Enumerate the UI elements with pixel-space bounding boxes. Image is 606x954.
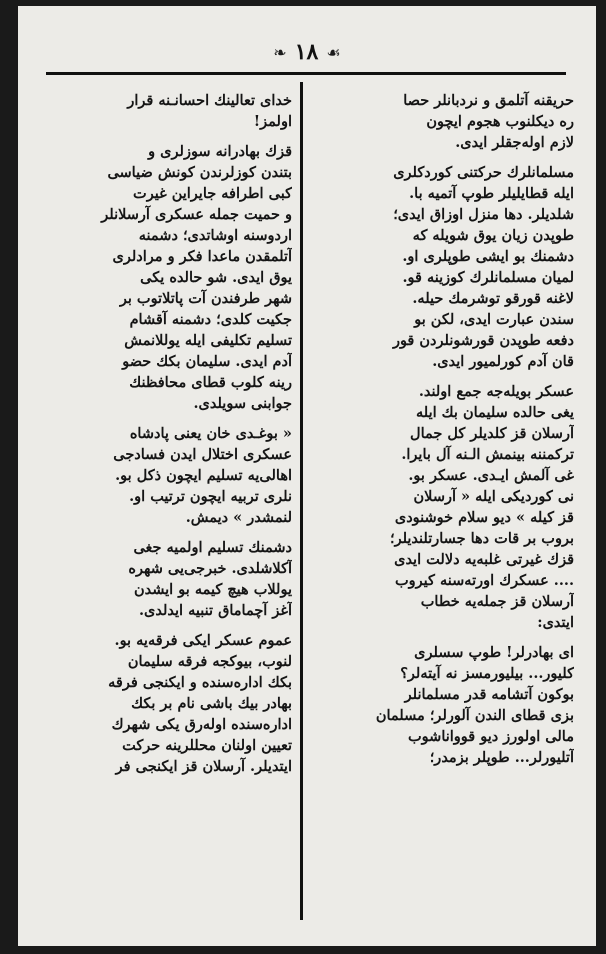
newspaper-page [18,6,596,946]
header-rule [46,72,566,75]
text-line: آغز آچماماق تنبیه ایدلدی. [138,602,292,619]
text-line: .... عسكرك اورته‌سنه كیروب [395,572,574,589]
text-line: بكك اداره‌سنده و ایكنجی فرقه [108,674,292,691]
text-line: قز كیله » دیو سلام خوشنودی [394,509,574,526]
text-line: سندن عبارت ایدی، لكن بو [414,311,574,328]
text-line: اردوسنه اوشاتدی؛ دشمنه [138,227,292,244]
text-line: غی آلمش ایـدی. عسكر بو. [408,467,574,484]
text-line: یغی حالده سلیمان بك ایله [416,404,574,421]
text-line: و حمیت جمله عسكری آرسلانلر [101,206,292,223]
text-line: مسلمانلرك حركتنی كوردكلری [393,164,574,181]
page-number: ١٨ [294,39,319,65]
text-line: ایتدی: [537,614,574,631]
text-line: ره دیکلنوب هجوم ایچون [426,113,574,130]
text-line: آدم ایدی. سلیمان بكك حضو [122,353,292,370]
text-line: شهر طرفندن آت پاتلاتوب بر [119,290,292,307]
text-line: قزك بهادرانه سوزلری و [148,143,292,160]
paragraph [318,90,574,153]
text-line: حریقنه آتلمق و نردبانلر حصا [403,92,574,109]
paragraph [318,381,574,633]
text-line: رینه كلوب قطای محافظنك [129,374,292,391]
text-line: لاغنه قورقو توشرمك حیله. [412,290,574,307]
page-header [18,36,596,68]
text-line: بهادر بیك باشی نام بر بكك [131,695,292,712]
ornament-left-icon: ❧ [273,42,287,62]
text-line: ایتدیلر. آرسلان قز ایكنجی فر [115,758,292,775]
text-line: نلری تربیه ایچون ترتیب او. [129,488,292,505]
ornament-right-icon: ☙ [326,42,341,62]
text-line: آتلیورلر... طوپلر بزمدر؛ [429,749,574,766]
text-line: آكلاشلدی. خبرجی‌یی شهره [128,560,292,577]
text-line: بزی قطای الندن آلورلر؛ مسلمان [375,707,574,724]
text-line: قان آدم كورلمیور ایدی. [432,353,574,370]
text-line: بوكون آتشامه قدر مسلمانلر [404,686,574,703]
text-line: كبی اطرافه جایراین غیرت [133,185,292,202]
text-line: تسلیم تكلیفی ایله یوللانمش [124,332,292,349]
text-line: دفعه طوپدن قورشونلردن قور [392,332,574,349]
text-line: تركمننه بینمش الـنه آل بایرا. [401,446,574,463]
text-line: عموم عسكر ایكی فرقه‌یه بو. [114,632,292,649]
right-column [318,90,574,930]
column-divider [300,82,303,920]
text-line: مالی اولورز دیو قوواناشوب [408,728,574,745]
paragraph [42,141,292,414]
text-line: جوابنی سویلدی. [193,395,292,412]
text-line: بروب بر قات دها جسارتلندیلر؛ [389,530,574,547]
text-line: آرسلان قز جمله‌یه خطاب [420,593,574,610]
text-line: لازم اوله‌جقلر ایدی. [455,134,574,151]
text-line: طوپدن زیان یوق شویله كه [412,227,574,244]
text-line: خدای تعالینك احسانـنه قرار [127,92,292,109]
text-line: دشمنك بو ایشی طوپلری او. [402,248,574,265]
text-line: آرسلان قز كلدیلر كل جمال [410,425,574,442]
paragraph [42,90,292,132]
text-line: « بوغـدی خان یعنی پادشاه [129,425,292,442]
left-column [42,90,292,930]
text-line: اهالی‌یه تسلیم ایچون ذكل بو. [115,467,292,484]
text-line: عسكر بویله‌جه جمع اولند. [418,383,574,400]
text-line: دشمنك تسلیم اولمیه جغی [133,539,292,556]
text-line: اداره‌سنده اوله‌رق یكی شهرك [111,716,292,733]
paragraph [42,537,292,621]
text-line: ای بهادرلر! طوپ سسلری [414,644,574,661]
text-line: اولمز! [253,113,292,130]
text-line: عسكری اختلال ایدن فسادجی [113,446,292,463]
text-line: شلدیلر. دها منزل اوزاق ایدی؛ [393,206,574,223]
text-line: یوللاب هیچ كیمه بو ایشدن [133,581,292,598]
text-line: كلیور... بیلیورمسز نه آیته‌لر؟ [400,665,574,682]
text-line: یوق ایدی. شو حالده یكی [140,269,292,286]
text-line: لمیان مسلمانلرك كوزینه قو. [402,269,574,286]
text-line: آتلمقدن ماعدا فكر و مرادلری [112,248,292,265]
text-line: تعیین اولنان محللرینه حركت [122,737,292,754]
text-line: لنمشدر » دیمش. [185,509,292,526]
text-line: قزك غیرتی غلبه‌یه دلالت ایدی [394,551,574,568]
text-line: جكیت كلدی؛ دشمنه آقشام [129,311,292,328]
text-line: نی كوردیكی ایله « آرسلان [413,488,574,505]
paragraph [42,630,292,777]
text-line: ایله قطایلیلر طوپ آتمیه با. [409,185,574,202]
paragraph [42,423,292,528]
paragraph [318,642,574,768]
text-line: لنوب، بیوكجه فرقه سلیمان [127,653,292,670]
paragraph [318,162,574,372]
text-line: بتندن كوزلرندن كونش ضیاسی [107,164,292,181]
